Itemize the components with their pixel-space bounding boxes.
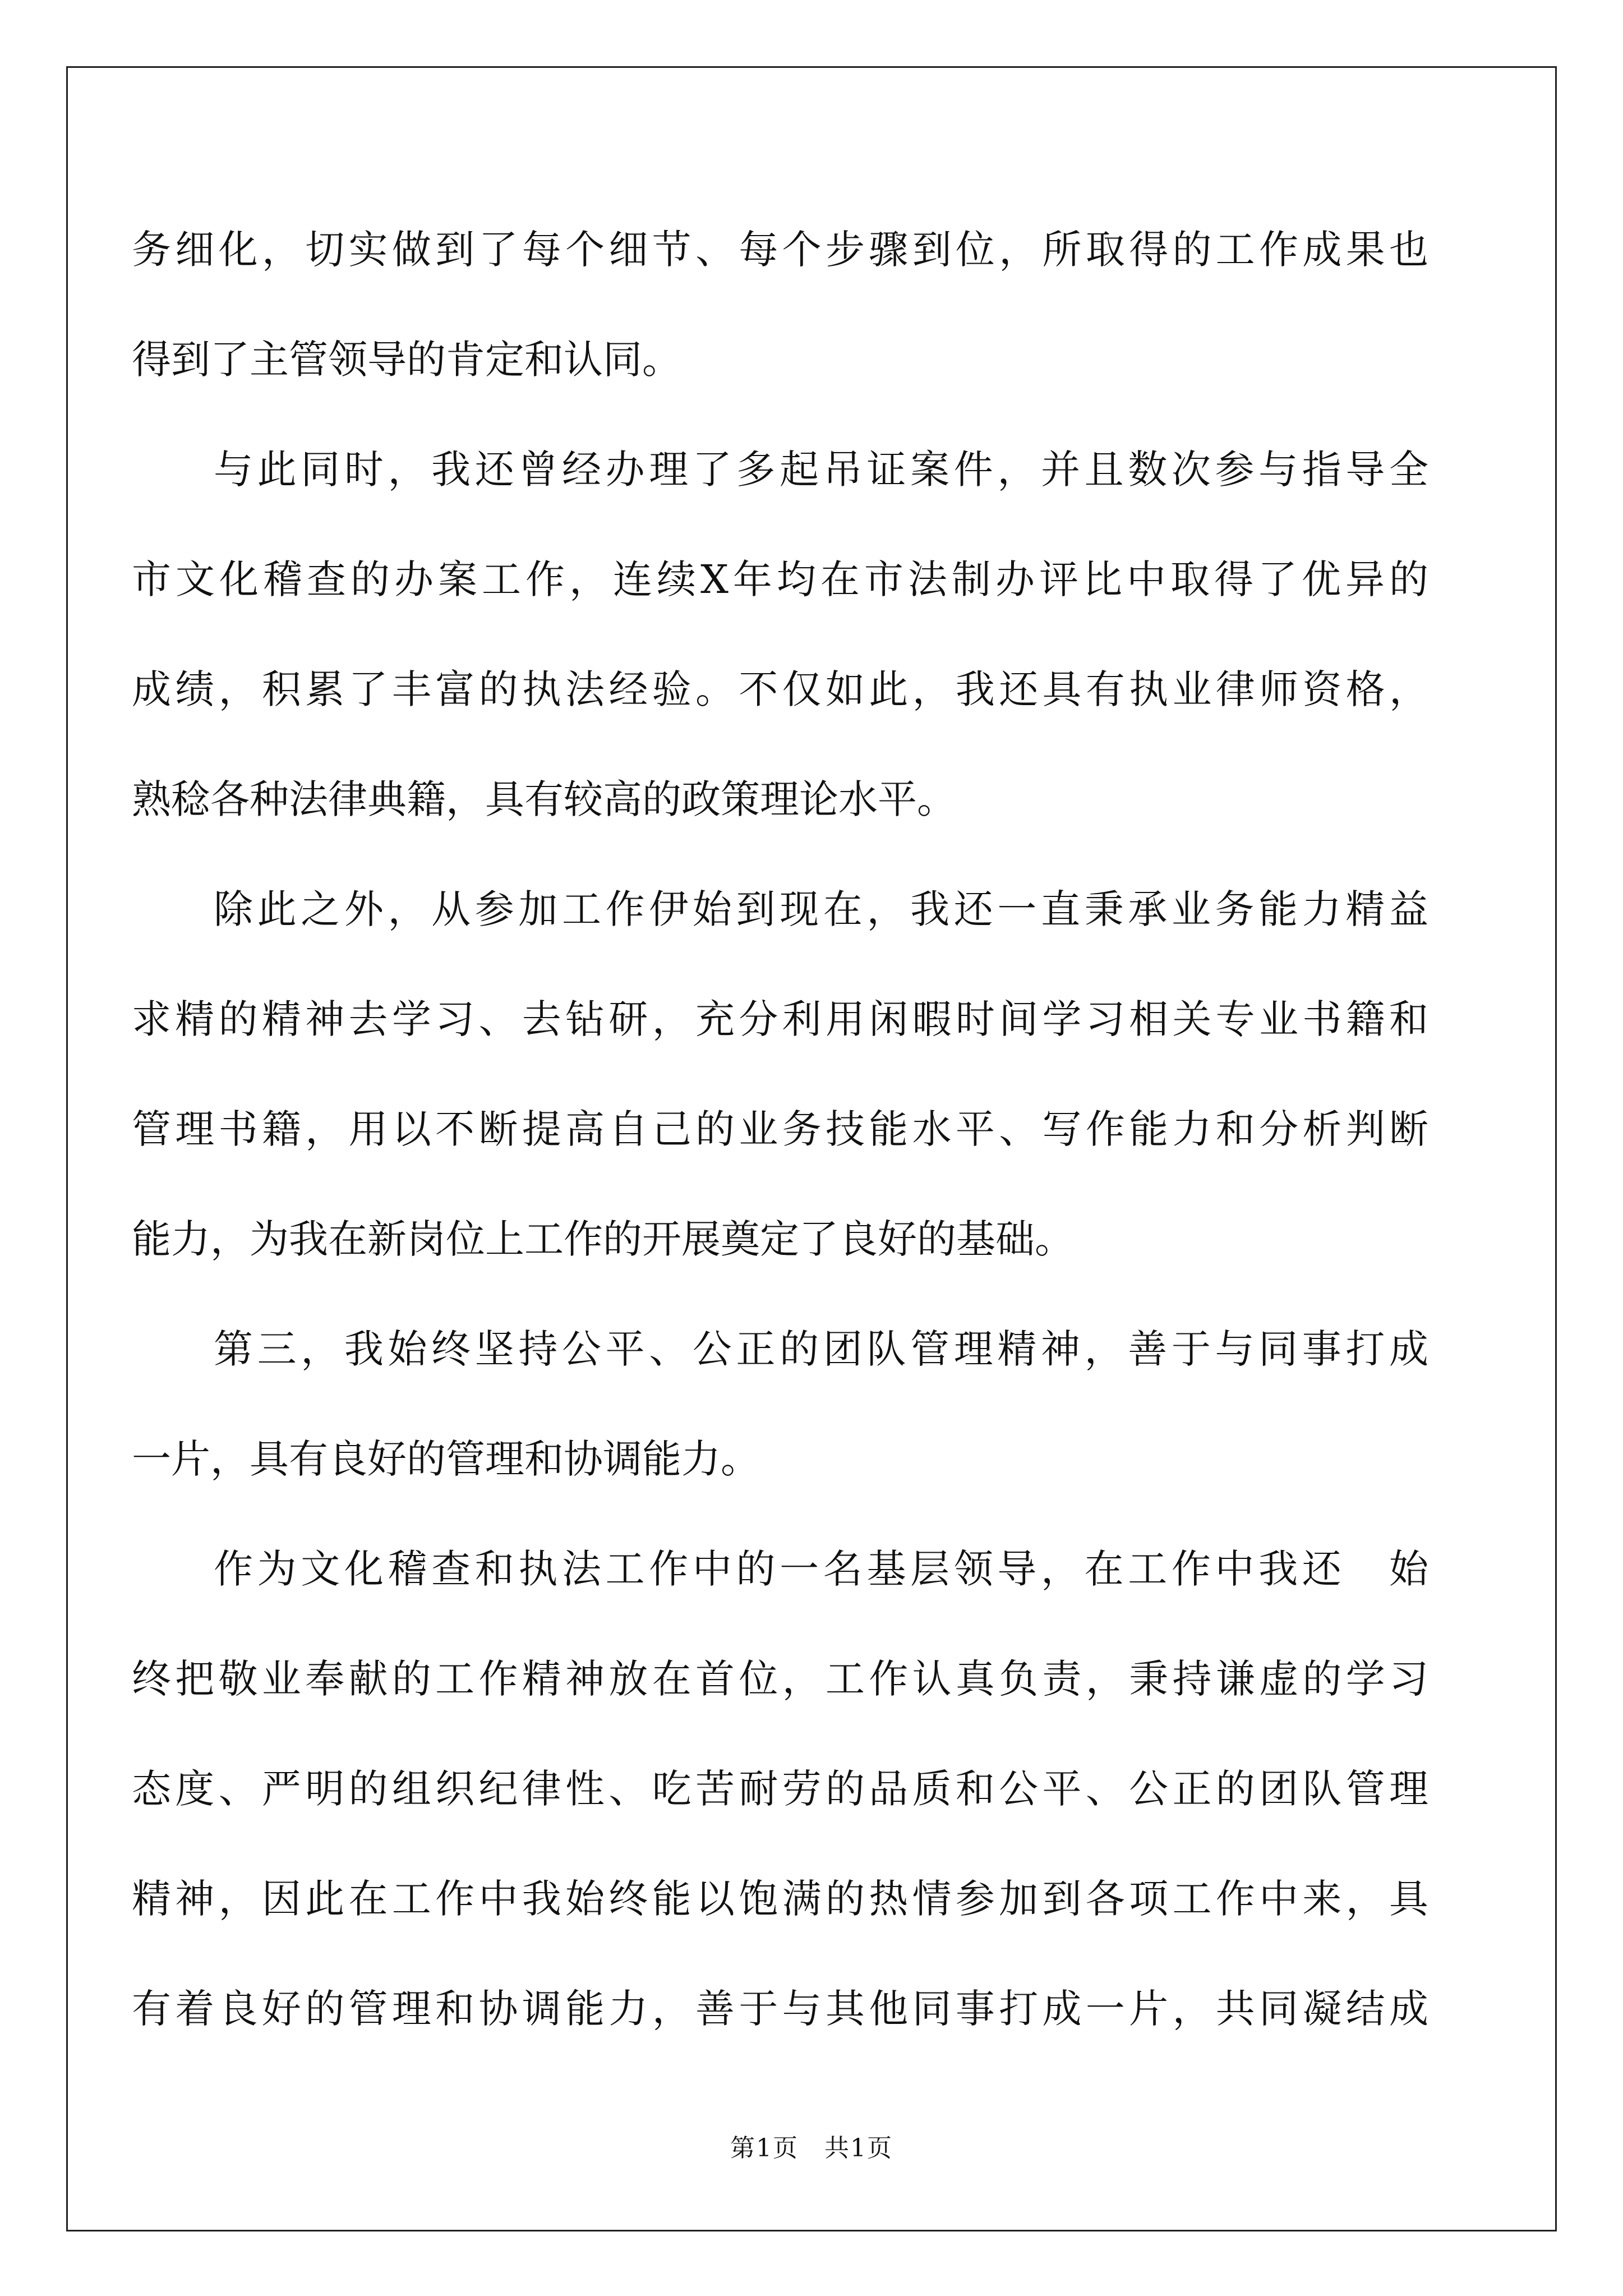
text-line: 第三，我始终坚持公平、公正的团队管理精神，善于与同事打成 (214, 1326, 1428, 1372)
text-line: 市文化稽查的办案工作，连续X年均在市法制办评比中取得了优异的 (132, 556, 1428, 602)
text-line: 务细化，切实做到了每个细节、每个步骤到位，所取得的工作成果也 (132, 227, 1428, 273)
text-line: 一片，具有良好的管理和协调能力。 (132, 1436, 760, 1482)
text-line: 成绩，积累了丰富的执法经验。不仅如此，我还具有执业律师资格， (132, 666, 1428, 712)
text-line: 除此之外，从参加工作伊始到现在，我还一直秉承业务能力精益 (214, 886, 1428, 932)
text-line: 熟稔各种法律典籍，具有较高的政策理论水平。 (132, 776, 956, 822)
text-line: 得到了主管领导的肯定和认同。 (132, 337, 681, 383)
text-line: 能力，为我在新岗位上工作的开展奠定了良好的基础。 (132, 1216, 1074, 1262)
text-line: 求精的精神去学习、去钻研，充分利用闲暇时间学习相关专业书籍和 (132, 996, 1428, 1042)
text-line: 态度、严明的组织纪律性、吃苦耐劳的品质和公平、公正的团队管理 (132, 1766, 1428, 1812)
text-line: 管理书籍，用以不断提高自己的业务技能水平、写作能力和分析判断 (132, 1106, 1428, 1152)
text-line: 精神，因此在工作中我始终能以饱满的热情参加到各项工作中来，具 (132, 1876, 1428, 1922)
page-footer: 第1页 共1页 (730, 2134, 893, 2162)
text-line: 有着良好的管理和协调能力，善于与其他同事打成一片，共同凝结成 (132, 1986, 1428, 2032)
text-line: 终把敬业奉献的工作精神放在首位，工作认真负责，秉持谦虚的学习 (132, 1656, 1428, 1702)
text-line: 作为文化稽查和执法工作中的一名基层领导，在工作中我还 始 (214, 1546, 1428, 1592)
text-line: 与此同时，我还曾经办理了多起吊证案件，并且数次参与指导全 (214, 447, 1428, 493)
